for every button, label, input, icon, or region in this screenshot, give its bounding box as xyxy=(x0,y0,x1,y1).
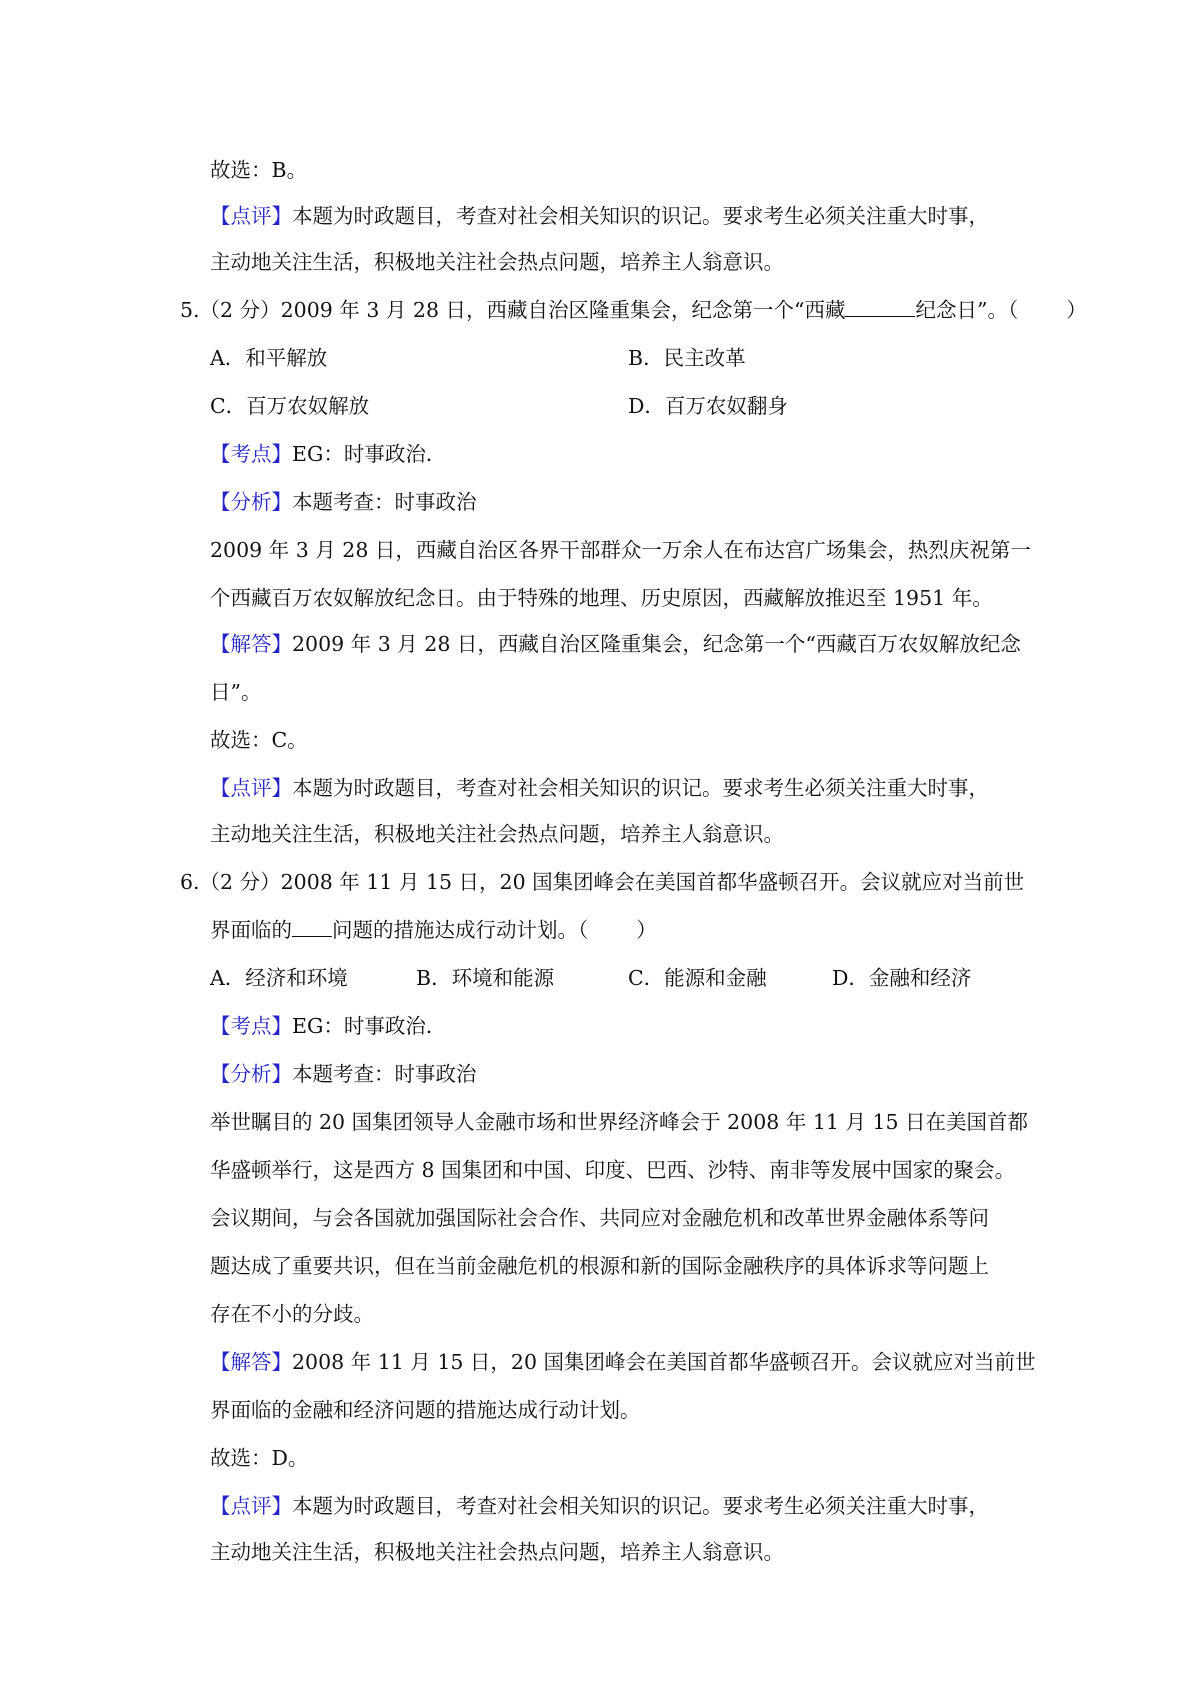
prev-choice: 故选：B。 xyxy=(210,158,308,182)
analysis-tag: 【分析】 xyxy=(210,1062,292,1086)
knowledge-tag: 【考点】 xyxy=(210,442,292,466)
q6-option-a: A．经济和环境 xyxy=(210,966,348,990)
q5-blank xyxy=(845,298,915,317)
q6-option-c: C．能源和金融 xyxy=(628,966,767,990)
q5-option-c: C．百万农奴解放 xyxy=(210,394,370,418)
q6-knowledge: 【考点】EG：时事政治． xyxy=(210,1014,447,1038)
q5-choice: 故选：C。 xyxy=(210,728,308,752)
q6-analysis-line-3: 会议期间，与会各国就加强国际社会合作、共同应对金融危机和改革世界金融体系等问 xyxy=(210,1206,989,1230)
q5-option-a: A．和平解放 xyxy=(210,346,328,370)
q6-analysis-line-2: 华盛顿举行，这是西方 8 国集团和中国、印度、巴西、沙特、南非等发展中国家的聚会。 xyxy=(210,1158,1016,1182)
q5-answer-line-1: 【解答】2009 年 3 月 28 日，西藏自治区隆重集会，纪念第一个“西藏百万农奴解放纪念 xyxy=(210,632,1021,656)
q6-stem-line-2: 界面临的 问题的措施达成行动计划。（ ） xyxy=(210,918,657,942)
q5-analysis: 【分析】本题考查：时事政治 xyxy=(210,490,477,514)
q6-analysis-line-4: 题达成了重要共识，但在当前金融危机的根源和新的国际金融秩序的具体诉求等问题上 xyxy=(210,1254,989,1278)
q5-comment-line-2: 主动地关注生活，积极地关注社会热点问题，培养主人翁意识。 xyxy=(210,822,784,846)
comment-tag: 【点评】 xyxy=(210,1494,292,1518)
prev-comment-line-2: 主动地关注生活，积极地关注社会热点问题，培养主人翁意识。 xyxy=(210,250,784,274)
answer-tag: 【解答】 xyxy=(210,632,292,656)
q6-analysis: 【分析】本题考查：时事政治 xyxy=(210,1062,477,1086)
q5-analysis-line-2: 个西藏百万农奴解放纪念日。由于特殊的地理、历史原因，西藏解放推迟至 1951 年。 xyxy=(210,586,993,610)
q5-option-d: D．百万农奴翻身 xyxy=(628,394,788,418)
q6-blank xyxy=(292,918,332,937)
q6-comment-line-1: 【点评】本题为时政题目，考查对社会相关知识的识记。要求考生必须关注重大时事， xyxy=(210,1494,989,1518)
q5-knowledge: 【考点】EG：时事政治． xyxy=(210,442,447,466)
analysis-tag: 【分析】 xyxy=(210,490,292,514)
q6-stem-line-1: 6.（2 分）2008 年 11 月 15 日，20 国集团峰会在美国首都华盛顿召开。会议就应对当前世 xyxy=(180,870,1025,894)
q6-comment-line-2: 主动地关注生活，积极地关注社会热点问题，培养主人翁意识。 xyxy=(210,1540,784,1564)
q6-option-b: B．环境和能源 xyxy=(416,966,555,990)
q6-choice: 故选：D。 xyxy=(210,1446,309,1470)
prev-comment-line-1: 【点评】本题为时政题目，考查对社会相关知识的识记。要求考生必须关注重大时事， xyxy=(210,204,989,228)
q6-answer-line-2: 界面临的金融和经济问题的措施达成行动计划。 xyxy=(210,1398,641,1422)
knowledge-tag: 【考点】 xyxy=(210,1014,292,1038)
comment-tag: 【点评】 xyxy=(210,204,292,228)
q6-option-d: D．金融和经济 xyxy=(832,966,972,990)
q6-analysis-line-1: 举世瞩目的 20 国集团领导人金融市场和世界经济峰会于 2008 年 11 月 15 日在美国首都 xyxy=(210,1110,1029,1134)
q5-option-b: B．民主改革 xyxy=(628,346,746,370)
q6-answer-line-1: 【解答】2008 年 11 月 15 日，20 国集团峰会在美国首都华盛顿召开。会议就应对当前世 xyxy=(210,1350,1036,1374)
q5-answer-line-2: 日”。 xyxy=(210,680,262,704)
q5-comment-line-1: 【点评】本题为时政题目，考查对社会相关知识的识记。要求考生必须关注重大时事， xyxy=(210,776,989,800)
comment-tag: 【点评】 xyxy=(210,776,292,800)
q5-stem: 5.（2 分）2009 年 3 月 28 日，西藏自治区隆重集会，纪念第一个“西藏 纪念日”。（ ） xyxy=(180,298,1087,322)
q6-analysis-line-5: 存在不小的分歧。 xyxy=(210,1302,374,1326)
answer-tag: 【解答】 xyxy=(210,1350,292,1374)
q5-analysis-line-1: 2009 年 3 月 28 日，西藏自治区各界干部群众一万余人在布达宫广场集会，热烈庆祝第一 xyxy=(210,538,1031,562)
